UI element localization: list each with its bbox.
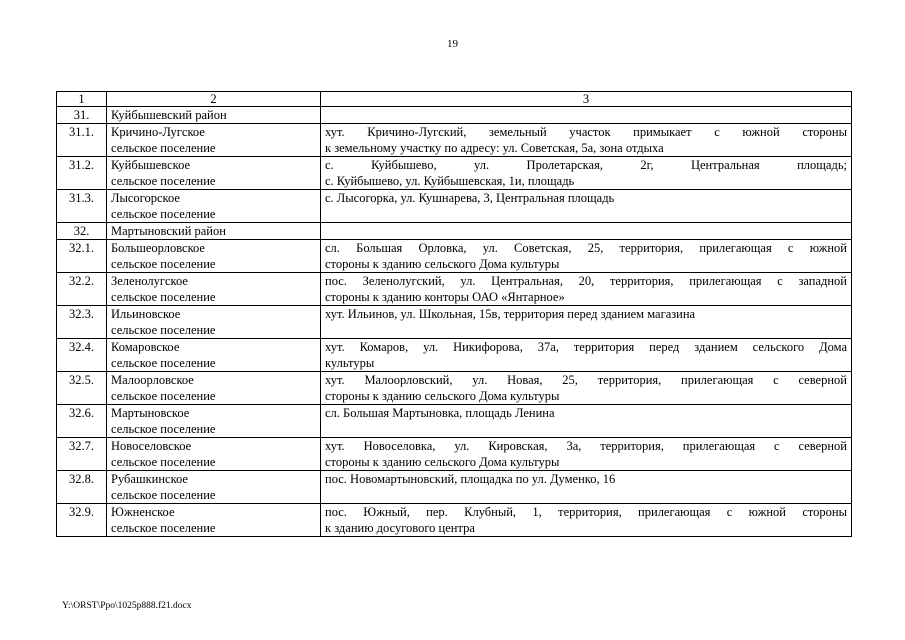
location-address-line: к зданию досугового центра — [325, 521, 475, 535]
table-row — [57, 273, 852, 306]
table-row — [57, 471, 852, 504]
location-address-line: хут. Малоорловский, ул. Новая, 25, территория, прилегающая с северной — [325, 373, 847, 387]
location-address — [321, 405, 852, 438]
location-address-line: пос. Южный, пер. Клубный, 1, территория, прилегающая с южной стороны — [325, 505, 847, 519]
settlement-name-line: Новоселовское — [111, 439, 192, 453]
location-address-line: хут. Кричино-Лугский, земельный участок примыкает с южной стороны — [325, 125, 847, 139]
settlement-name-line: Южненское — [111, 505, 175, 519]
page-number: 19 — [447, 38, 458, 50]
row-number: 31.3. — [57, 190, 107, 223]
location-address-line: хут. Новоселовка, ул. Кировская, 3а, территория, прилегающая с северной — [325, 439, 847, 453]
table-row — [57, 306, 852, 339]
table-row — [57, 339, 852, 372]
location-address — [321, 504, 852, 537]
location-address — [321, 190, 852, 223]
settlement-name — [107, 273, 321, 306]
table-row — [57, 107, 852, 124]
location-address-line: стороны к зданию конторы ОАО «Янтарное» — [325, 290, 565, 304]
settlement-name-line: сельское поселение — [111, 174, 216, 188]
table-row — [57, 157, 852, 190]
location-address-line: сл. Большая Мартыновка, площадь Ленина — [325, 406, 555, 420]
settlement-name-line: сельское поселение — [111, 323, 216, 337]
row-number: 31.1. — [57, 124, 107, 157]
settlement-name-line: Куйбышевское — [111, 158, 191, 172]
row-number: 32. — [57, 223, 107, 240]
settlement-name-line: сельское поселение — [111, 141, 216, 155]
settlement-name — [107, 124, 321, 157]
settlement-name — [107, 240, 321, 273]
location-address-line: с. Куйбышево, ул. Пролетарская, 2г, Центральная площадь; — [325, 158, 847, 172]
location-address — [321, 438, 852, 471]
locations-table — [56, 91, 852, 537]
settlement-name — [107, 223, 321, 240]
row-number: 32.5. — [57, 372, 107, 405]
settlement-name-line: Рубашкинское — [111, 472, 188, 486]
location-address — [321, 240, 852, 273]
location-address — [321, 339, 852, 372]
table-row — [57, 190, 852, 223]
row-number: 32.6. — [57, 405, 107, 438]
settlement-name-line: сельское поселение — [111, 521, 216, 535]
settlement-name-line: Зеленолугское — [111, 274, 188, 288]
settlement-name-line: Комаровское — [111, 340, 180, 354]
row-number: 31. — [57, 107, 107, 124]
settlement-name-line: сельское поселение — [111, 290, 216, 304]
table-row — [57, 124, 852, 157]
location-address-line: с. Лысогорка, ул. Кушнарева, 3, Центральная площадь — [325, 191, 615, 205]
column-header-address: 3 — [321, 92, 852, 107]
location-address-line: хут. Ильинов, ул. Школьная, 15в, территория перед зданием магазина — [325, 307, 696, 321]
settlement-name-line: сельское поселение — [111, 356, 216, 370]
location-address-line: культуры — [325, 356, 375, 370]
row-number: 32.8. — [57, 471, 107, 504]
location-address-line: сл. Большая Орловка, ул. Советская, 25, территория, прилегающая с южной — [325, 241, 847, 255]
settlement-name — [107, 438, 321, 471]
settlement-name-line: сельское поселение — [111, 455, 216, 469]
location-address-line: с. Куйбышево, ул. Куйбышевская, 1и, площадь — [325, 174, 575, 188]
row-number: 32.4. — [57, 339, 107, 372]
settlement-name-line: Мартыновский район — [111, 224, 226, 238]
settlement-name-line: Кричино-Лугское — [111, 125, 205, 139]
table-row — [57, 223, 852, 240]
settlement-name-line: сельское поселение — [111, 422, 216, 436]
location-address — [321, 223, 852, 240]
table-row — [57, 504, 852, 537]
settlement-name-line: сельское поселение — [111, 257, 216, 271]
location-address-line: стороны к зданию сельского Дома культуры — [325, 389, 560, 403]
column-header-settlement: 2 — [107, 92, 321, 107]
settlement-name-line: Лысогорское — [111, 191, 180, 205]
settlement-name — [107, 372, 321, 405]
settlement-name-line: сельское поселение — [111, 389, 216, 403]
location-address — [321, 273, 852, 306]
location-address — [321, 124, 852, 157]
settlement-name — [107, 405, 321, 438]
settlement-name — [107, 157, 321, 190]
settlement-name-line: Куйбышевский район — [111, 108, 227, 122]
settlement-name-line: Большеорловское — [111, 241, 205, 255]
location-address — [321, 372, 852, 405]
location-address — [321, 306, 852, 339]
settlement-name-line: Малоорловское — [111, 373, 194, 387]
location-address-line: стороны к зданию сельского Дома культуры — [325, 257, 560, 271]
settlement-name-line: Мартыновское — [111, 406, 190, 420]
settlement-name — [107, 190, 321, 223]
location-address — [321, 157, 852, 190]
settlement-name-line: сельское поселение — [111, 488, 216, 502]
row-number: 32.3. — [57, 306, 107, 339]
location-address-line: пос. Зеленолугский, ул. Центральная, 20, территория, прилегающая с западной — [325, 274, 847, 288]
settlement-name — [107, 306, 321, 339]
location-address-line: к земельному участку по адресу: ул. Советская, 5а, зона отдыха — [325, 141, 664, 155]
settlement-name — [107, 471, 321, 504]
table-header-row — [57, 92, 852, 107]
row-number: 32.7. — [57, 438, 107, 471]
settlement-name-line: сельское поселение — [111, 207, 216, 221]
location-address-line: стороны к зданию сельского Дома культуры — [325, 455, 560, 469]
row-number: 32.9. — [57, 504, 107, 537]
location-address-line: хут. Комаров, ул. Никифорова, 37а, территория перед зданием сельского Дома — [325, 340, 847, 354]
settlement-name — [107, 504, 321, 537]
column-header-number: 1 — [57, 92, 107, 107]
table-row — [57, 372, 852, 405]
location-address — [321, 471, 852, 504]
row-number: 32.1. — [57, 240, 107, 273]
location-address-line: пос. Новомартыновский, площадка по ул. Думенко, 16 — [325, 472, 616, 486]
table-row — [57, 438, 852, 471]
footer-file-path: Y:\ORST\Ppo\1025p888.f21.docx — [62, 601, 192, 611]
table-row — [57, 240, 852, 273]
row-number: 32.2. — [57, 273, 107, 306]
location-address — [321, 107, 852, 124]
settlement-name — [107, 107, 321, 124]
row-number: 31.2. — [57, 157, 107, 190]
settlement-name — [107, 339, 321, 372]
table-row — [57, 405, 852, 438]
settlement-name-line: Ильиновское — [111, 307, 181, 321]
